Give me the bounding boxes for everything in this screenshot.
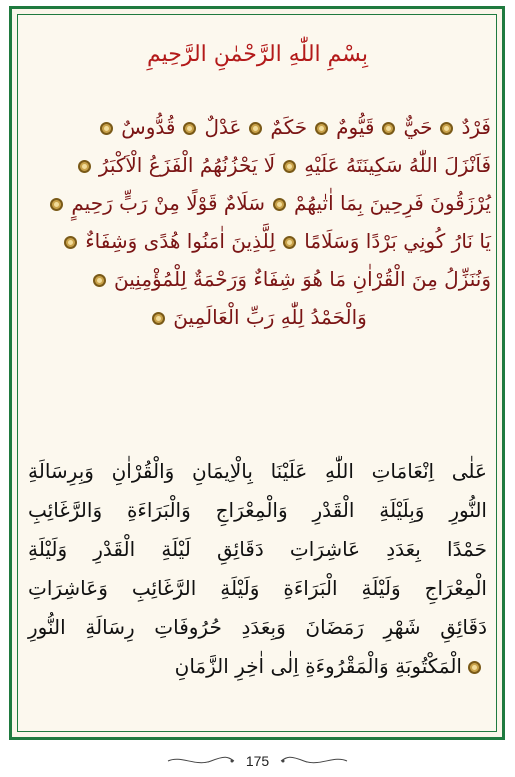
prayer-line-last (28, 647, 487, 686)
verse-segment: لِلَّذِينَ اٰمَنُوا هُدًى وَشِفَاءٌ (85, 229, 276, 253)
rosette-icon (50, 198, 63, 211)
right-flourish-icon (279, 755, 349, 767)
verse-segment: لَا يَحْزُنُهُمُ الْفَزَعُ الْاَكْبَرُ (98, 153, 276, 177)
verse-segment: يُرْزَقُونَ فَرِحِينَ بِمَا اٰتٰيهُمْ (293, 191, 491, 215)
red-verses-block (22, 108, 493, 336)
left-flourish-icon (166, 755, 236, 767)
rosette-icon (249, 122, 262, 135)
rosette-icon (93, 274, 106, 287)
page-footer (0, 750, 515, 772)
rosette-icon (78, 160, 91, 173)
verse-segment: قَيُّومٌ (336, 115, 375, 139)
rosette-icon (283, 236, 296, 249)
rosette-icon (273, 198, 286, 211)
rosette-icon (183, 122, 196, 135)
rosette-icon (440, 122, 453, 135)
verse-line-2 (22, 146, 493, 184)
verse-segment: حَكَمٌ (270, 115, 308, 139)
rosette-icon (382, 122, 395, 135)
page-number: 175 (245, 753, 270, 769)
verse-segment: فَاَنْزَلَ اللّٰهُ سَكِينَتَهُ عَلَيْهِ (304, 153, 491, 177)
verse-segment: حَيٌّ (403, 115, 433, 139)
prayer-line: النُّورِ وَبِلَيْلَةِ الْقَدْرِ وَالْمِعْرَاجِ وَالْبَرَاءَةِ وَالرَّغَائِبِ (28, 498, 487, 522)
prayer-line: حَمْدًا بِعَدَدِ عَاشِرَاتِ دَقَائِقِ لَيْلَةِ الْقَدْرِ وَلَيْلَةِ (28, 537, 487, 561)
verse-segment: وَنُنَزِّلُ مِنَ الْقُرْاٰنِ مَا هُوَ شِفَاءٌ وَرَحْمَةٌ لِلْمُؤْمِنِينَ (114, 267, 491, 291)
prayer-paragraph (28, 452, 487, 686)
verse-segment: سَلَامٌ قَوْلًا مِنْ رَبٍّ رَحِيمٍ (71, 191, 265, 215)
verse-line-6 (22, 298, 493, 336)
verse-segment: وَالْحَمْدُ لِلّٰهِ رَبِّ الْعَالَمِينَ (173, 305, 367, 329)
verse-line-1 (22, 108, 493, 146)
verse-segment: يَا نَارُ كُونِي بَرْدًا وَسَلَامًا (304, 229, 491, 253)
prayer-line-text: الْمَكْتُوبَةِ وَالْمَقْرُوءَةِ اِلٰى اٰخِرِ الزَّمَانِ (174, 654, 462, 678)
verse-line-3 (22, 184, 493, 222)
verse-line-5 (22, 260, 493, 298)
bismillah-heading: بِسْمِ اللّٰهِ الرَّحْمٰنِ الرَّحِيمِ (146, 42, 369, 67)
rosette-icon (315, 122, 328, 135)
verse-segment: فَرْدٌ (461, 115, 491, 139)
prayer-line: عَلٰى اِنْعَامَاتِ اللّٰهِ عَلَيْنَا بِالْاِيمَانِ وَالْقُرْاٰنِ وَبِرِسَالَةِ (28, 459, 487, 483)
rosette-icon (468, 661, 481, 674)
prayer-line: الْمِعْرَاجِ وَلَيْلَةِ الْبَرَاءَةِ وَلَيْلَةِ الرَّغَائِبِ وَعَاشِرَاتِ (28, 576, 487, 600)
rosette-icon (100, 122, 113, 135)
rosette-icon (283, 160, 296, 173)
verse-segment: قُدُّوسٌ (121, 115, 176, 139)
verse-line-4 (22, 222, 493, 260)
rosette-icon (64, 236, 77, 249)
rosette-icon (152, 312, 165, 325)
verse-segment: عَدْلٌ (204, 115, 242, 139)
prayer-line: دَقَائِقِ شَهْرِ رَمَضَانَ وَبِعَدَدِ حُرُوفَاتِ رِسَالَةِ النُّورِ (28, 615, 487, 639)
